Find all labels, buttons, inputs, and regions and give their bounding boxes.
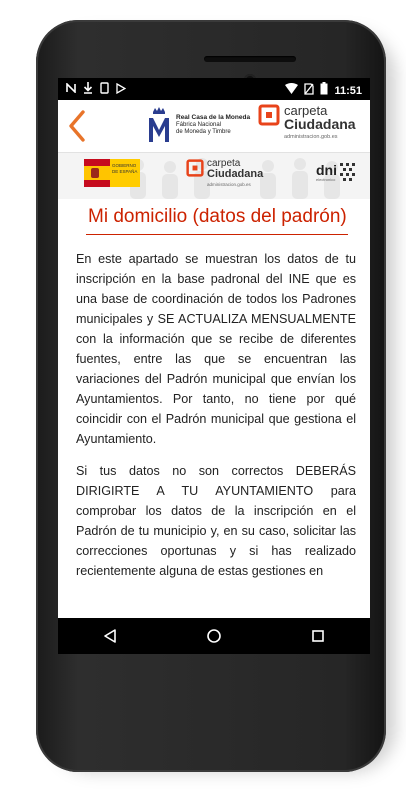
info-paragraph-1: En este apartado se muestran los datos de tu inscripción en la base padronal del INE que es una base de coordinación de todos los Padrones municipales y SE ACTUALIZA MENSUALMENTE con la información que se recibe de diferentes fuentes, entre las que se encuentran las variaciones del Padrón municipal que envían los Ayuntamientos. Por tanto, no tiene por qué coincidir con el Padrón municipal que gestiona el Ayuntamiento. [76, 252, 356, 446]
app-bar [58, 100, 370, 153]
back-triangle-icon [103, 628, 117, 644]
download-icon [83, 82, 93, 98]
info-paragraph-2: Si tus datos no son correctos DEBERÁS DIRIGIRTE A TU AYUNTAMIENTO para comprobar los datos de la inscripción en el Padrón de tu municipio y, en su caso, solicitar las correcciones oportunas y si has realizado recientemente alguna de estas gestiones en [76, 464, 356, 578]
main-content [76, 204, 356, 581]
banner-cc-url: administracion.gob.es [207, 182, 251, 187]
back-button[interactable] [64, 106, 90, 146]
logo-real-casa-moneda [146, 106, 250, 144]
page-title: Mi domicilio (datos del padrón) [88, 206, 347, 227]
header-banner [58, 153, 370, 199]
rcm-name: Real Casa de la Moneda [176, 114, 251, 121]
status-left-icons [66, 82, 126, 98]
notification-n-icon [66, 83, 76, 97]
dni-word: dni [316, 162, 337, 178]
rcm-line3: de Moneda y Timbre [176, 129, 231, 135]
cc-line2: Ciudadana [284, 116, 356, 132]
dni-sub: electronico [316, 177, 336, 182]
status-time: 11:51 [334, 84, 362, 97]
banner-logo-carpeta-ciudadana [186, 159, 263, 187]
nav-recents-button[interactable] [298, 618, 338, 654]
status-bar [58, 78, 370, 100]
logo-gobierno-espana [84, 159, 140, 187]
banner-cc-line1: carpeta [207, 158, 241, 169]
dni-text [316, 163, 337, 182]
battery-icon [320, 82, 328, 99]
spain-flag-icon [84, 159, 110, 187]
cc-url: administracion.gob.es [284, 134, 338, 140]
cc-text [284, 104, 356, 140]
tablet-icon [100, 82, 109, 98]
earpiece-speaker [204, 56, 296, 62]
nav-back-button[interactable] [90, 618, 130, 654]
recents-square-icon [311, 629, 325, 643]
gob-text: GOBIERNO DE ESPAÑA [110, 159, 140, 187]
banner-cc-text [207, 159, 263, 187]
home-circle-icon [206, 628, 222, 644]
system-nav-bar [58, 618, 370, 654]
rcm-text [176, 114, 250, 136]
dni-chip-icon [340, 163, 356, 181]
no-sim-icon [304, 83, 314, 99]
banner-cc-line2: Ciudadana [207, 168, 264, 180]
logo-carpeta-ciudadana [258, 104, 356, 140]
cc-line1: carpeta [284, 103, 328, 118]
chevron-left-icon [68, 110, 86, 142]
carpeta-square-icon [258, 104, 280, 126]
wifi-icon [285, 83, 298, 98]
nav-home-button[interactable] [194, 618, 234, 654]
crown-m-crest-icon [146, 106, 172, 144]
carpeta-square-icon [186, 159, 204, 177]
status-right-icons [285, 82, 362, 99]
logo-dni [316, 163, 356, 182]
rcm-line2: Fábrica Nacional [176, 122, 222, 128]
title-divider [86, 234, 348, 235]
phone-screen [58, 78, 370, 654]
play-icon [116, 83, 126, 98]
